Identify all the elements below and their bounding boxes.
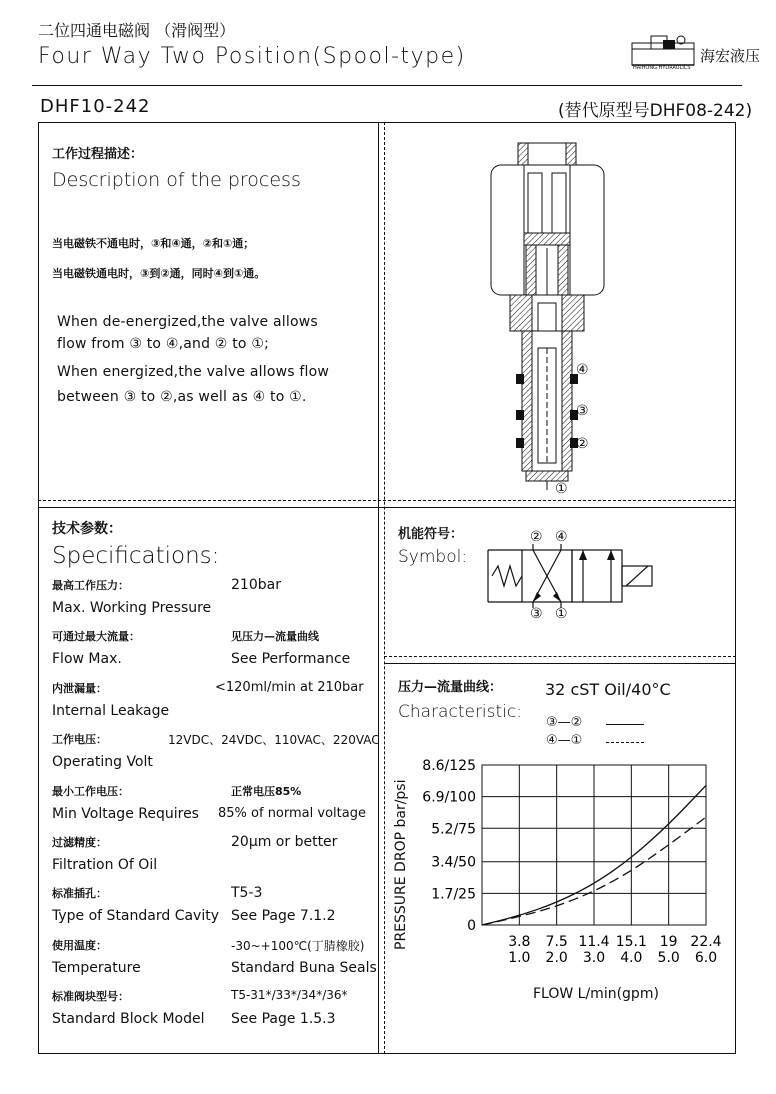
pressure-flow-chart [386, 755, 736, 1005]
process-cn-line1: 当电磁铁不通电时，③和④通，②和①通； [52, 237, 255, 250]
spec-value-bottom: See Page 7.1.2 [231, 908, 336, 924]
spec-label-en: Type of Standard Cavity [52, 908, 219, 924]
process-en-line4: between ③ to ②,as well as ④ to ①. [57, 389, 307, 405]
header-rule [32, 85, 742, 86]
chart-x-tick-label-gpm: 4.0 [620, 950, 643, 966]
legend-1-label: ③—② [546, 715, 583, 730]
specs-heading-cn: 技术参数： [52, 521, 122, 537]
chart-y-tick-label: 3.4/50 [431, 854, 476, 871]
symbol-bottom-ports: ③ ① [530, 606, 572, 622]
horizontal-divider-2 [38, 507, 736, 508]
spec-value-top: 见压力—流量曲线 [231, 630, 319, 643]
chart-y-tick-label: 0 [467, 918, 476, 934]
spec-value-top: T5-31*/33*/34*/36* [231, 988, 348, 1002]
spec-label-cn: 使用温度： [52, 939, 107, 952]
chart-y-tick-label: 1.7/25 [431, 886, 476, 903]
process-en-line1: When de-energized,the valve allows [57, 314, 318, 330]
chart-x-tick-label-lpm: 19 [659, 934, 678, 950]
process-heading-en: Description of the process [52, 169, 301, 191]
chart-x-tick-label-lpm: 22.4 [690, 934, 722, 950]
spec-label-en: Operating Volt [52, 754, 153, 770]
valve-port-1-label: ① [555, 481, 568, 497]
spec-value-bottom: Standard Buna Seals [231, 960, 377, 976]
spec-value-top: 20μm or better [231, 834, 338, 850]
brand-logo-text: HAIHONG HYDRAULICS [633, 65, 691, 71]
valve-port-4-label: ④ [576, 362, 589, 378]
vertical-divider-dashed [384, 122, 385, 1054]
spec-value-top: -30~+100℃(丁腈橡胶) [231, 939, 365, 953]
chart-y-tick-label: 5.2/75 [431, 821, 476, 838]
specs-heading-en: Specifications: [52, 543, 220, 569]
spec-label-en: Temperature [52, 960, 141, 976]
spec-value-top: <120ml/min at 210bar [215, 680, 364, 695]
chart-x-axis-label: FLOW L/min(gpm) [533, 986, 659, 1002]
char-oil-spec: 32 cST Oil/40°C [545, 680, 671, 699]
chart-svg [386, 755, 736, 1005]
chart-y-tick-label: 6.9/100 [422, 789, 476, 806]
valve-port-2-label: ② [576, 436, 589, 452]
chart-x-tick-label-gpm: 2.0 [545, 950, 568, 966]
spec-label-en: Flow Max. [52, 651, 122, 667]
chart-x-tick-label-gpm: 1.0 [508, 950, 531, 966]
chart-y-axis-label: PRESSURE DROP bar/psi [393, 779, 409, 950]
spec-label-en: Internal Leakage [52, 703, 170, 719]
spec-label-cn: 内泄漏量： [52, 682, 107, 695]
spec-value-bottom: See Page 1.5.3 [231, 1011, 336, 1027]
symbol-heading-cn: 机能符号： [398, 527, 464, 542]
spec-label-cn: 最高工作压力： [52, 579, 129, 592]
spec-label-en: Filtration Of Oil [52, 857, 158, 873]
spec-value-bottom: See Performance [231, 651, 351, 667]
process-en-line2: flow from ③ to ④,and ② to ①; [57, 336, 269, 352]
title-en: Four Way Two Position(Spool-type) [38, 44, 466, 69]
chart-x-tick-label-gpm: 3.0 [582, 950, 606, 966]
valve-port-3-label: ③ [576, 403, 589, 419]
legend-1-line [606, 724, 644, 725]
spec-label-en: Min Voltage Requires [52, 806, 199, 822]
right-divider-2 [384, 663, 736, 664]
right-divider-1 [384, 656, 736, 657]
replaces-model: (替代原型号DHF08-242) [558, 101, 753, 121]
spec-label-cn: 过滤精度： [52, 836, 107, 849]
spec-label-en: Standard Block Model [52, 1011, 205, 1027]
spec-label-en: Max. Working Pressure [52, 600, 212, 616]
spec-value-top: 正常电压85% [231, 785, 302, 798]
chart-x-tick-label-lpm: 15.1 [615, 934, 647, 950]
hydraulic-symbol [486, 544, 656, 608]
symbol-top-ports: ② ④ [530, 529, 572, 545]
symbol-heading-en: Symbol: [398, 547, 468, 567]
process-en-line3: When energized,the valve allows flow [57, 364, 330, 380]
char-heading-en: Characteristic: [398, 702, 522, 722]
spec-label-cn: 可通过最大流量： [52, 630, 140, 643]
spec-value-top: 12VDC、24VDC、110VAC、220VAC [168, 733, 380, 747]
spec-label-cn: 工作电压： [52, 733, 107, 746]
legend-2-line [606, 742, 644, 743]
model-number: DHF10-242 [40, 96, 151, 117]
process-heading-cn: 工作过程描述： [52, 147, 144, 162]
vertical-divider-solid [378, 122, 379, 1054]
spec-value-top: T5-3 [231, 885, 263, 901]
chart-y-tick-label: 8.6/125 [422, 758, 476, 774]
legend-2-label: ④—① [546, 733, 583, 748]
process-cn-line2: 当电磁铁通电时，③到②通，同时④到①通。 [52, 267, 266, 280]
chart-x-tick-label-lpm: 11.4 [578, 934, 610, 950]
spec-value-bottom: 85% of normal voltage [218, 806, 366, 821]
chart-x-tick-label-lpm: 7.5 [545, 934, 568, 950]
chart-x-tick-label-gpm: 6.0 [694, 950, 718, 966]
chart-x-tick-label-lpm: 3.8 [508, 934, 531, 950]
brand-cn: 海宏液压 [700, 47, 761, 65]
spec-label-cn: 标准插孔： [52, 887, 107, 900]
spec-label-cn: 最小工作电压： [52, 785, 129, 798]
chart-x-tick-label-gpm: 5.0 [657, 950, 680, 966]
title-cn: 二位四通电磁阀 （滑阀型） [38, 21, 236, 40]
valve-cross-section [486, 138, 616, 498]
spec-value-top: 210bar [231, 577, 281, 593]
horizontal-divider-1 [38, 500, 736, 501]
brand-logo [631, 33, 697, 73]
spec-label-cn: 标准阀块型号： [52, 990, 129, 1003]
char-heading-cn: 压力—流量曲线： [398, 680, 503, 695]
